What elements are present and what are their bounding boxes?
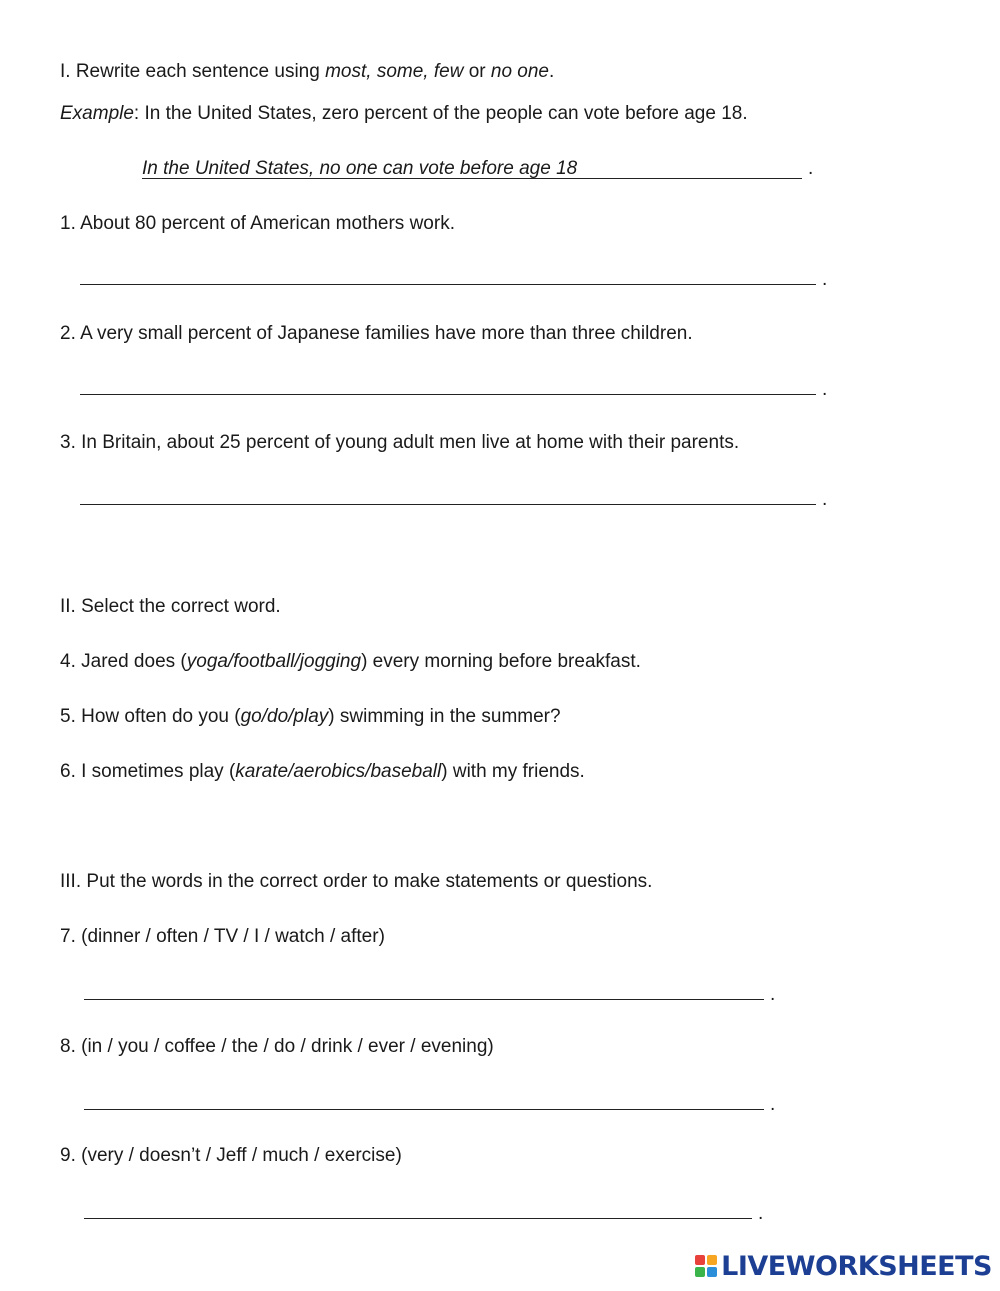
section-2-heading: II. Select the correct word. [60, 596, 281, 617]
answer-blank[interactable] [80, 266, 816, 285]
example-answer-text: In the United States, no one can vote before age 18 [142, 157, 802, 179]
answer-blank[interactable] [84, 1091, 764, 1110]
question-1: 1. About 80 percent of American mothers work. [60, 213, 455, 234]
liveworksheets-logo-icon [695, 1255, 717, 1277]
choice-select-6[interactable]: karate/aerobics/baseball [235, 761, 442, 782]
answer-field-1[interactable]: . [80, 266, 827, 290]
brand-name: LIVEWORKSHEETS [721, 1250, 992, 1282]
answer-blank[interactable] [84, 981, 764, 1000]
section-3-heading: III. Put the words in the correct order to make statements or questions. [60, 871, 653, 892]
choice-select-4[interactable]: yoga/football/jogging [186, 651, 362, 672]
answer-field-7[interactable]: . [84, 981, 775, 1005]
answer-field-8[interactable]: . [84, 1091, 775, 1115]
answer-field-3[interactable]: . [80, 486, 827, 510]
answer-blank[interactable] [80, 376, 816, 395]
question-5: 5. How often do you (go/do/play) swimming in the summer? [60, 706, 561, 727]
example-sentence: Example: In the United States, zero percent of the people can vote before age 18. [60, 103, 748, 124]
choice-select-5[interactable]: go/do/play [240, 706, 329, 727]
example-answer: In the United States, no one can vote before age 18 . [142, 158, 814, 179]
question-4: 4. Jared does (yoga/football/jogging) every morning before breakfast. [60, 651, 641, 672]
section-1-heading: I. Rewrite each sentence using most, some, few or no one. [60, 61, 555, 82]
question-8: 8. (in / you / coffee / the / do / drink / ever / evening) [60, 1036, 494, 1057]
question-3: 3. In Britain, about 25 percent of young adult men live at home with their parents. [60, 432, 740, 453]
question-9: 9. (very / doesn’t / Jeff / much / exercise) [60, 1145, 402, 1166]
liveworksheets-brand [695, 1249, 992, 1283]
answer-field-9[interactable]: . [84, 1200, 763, 1224]
answer-field-2[interactable]: . [80, 376, 827, 400]
answer-blank[interactable] [84, 1200, 752, 1219]
question-7: 7. (dinner / often / TV / I / watch / after) [60, 926, 385, 947]
answer-blank[interactable] [80, 486, 816, 505]
question-2: 2. A very small percent of Japanese families have more than three children. [60, 323, 693, 344]
question-6: 6. I sometimes play (karate/aerobics/baseball) with my friends. [60, 761, 585, 782]
